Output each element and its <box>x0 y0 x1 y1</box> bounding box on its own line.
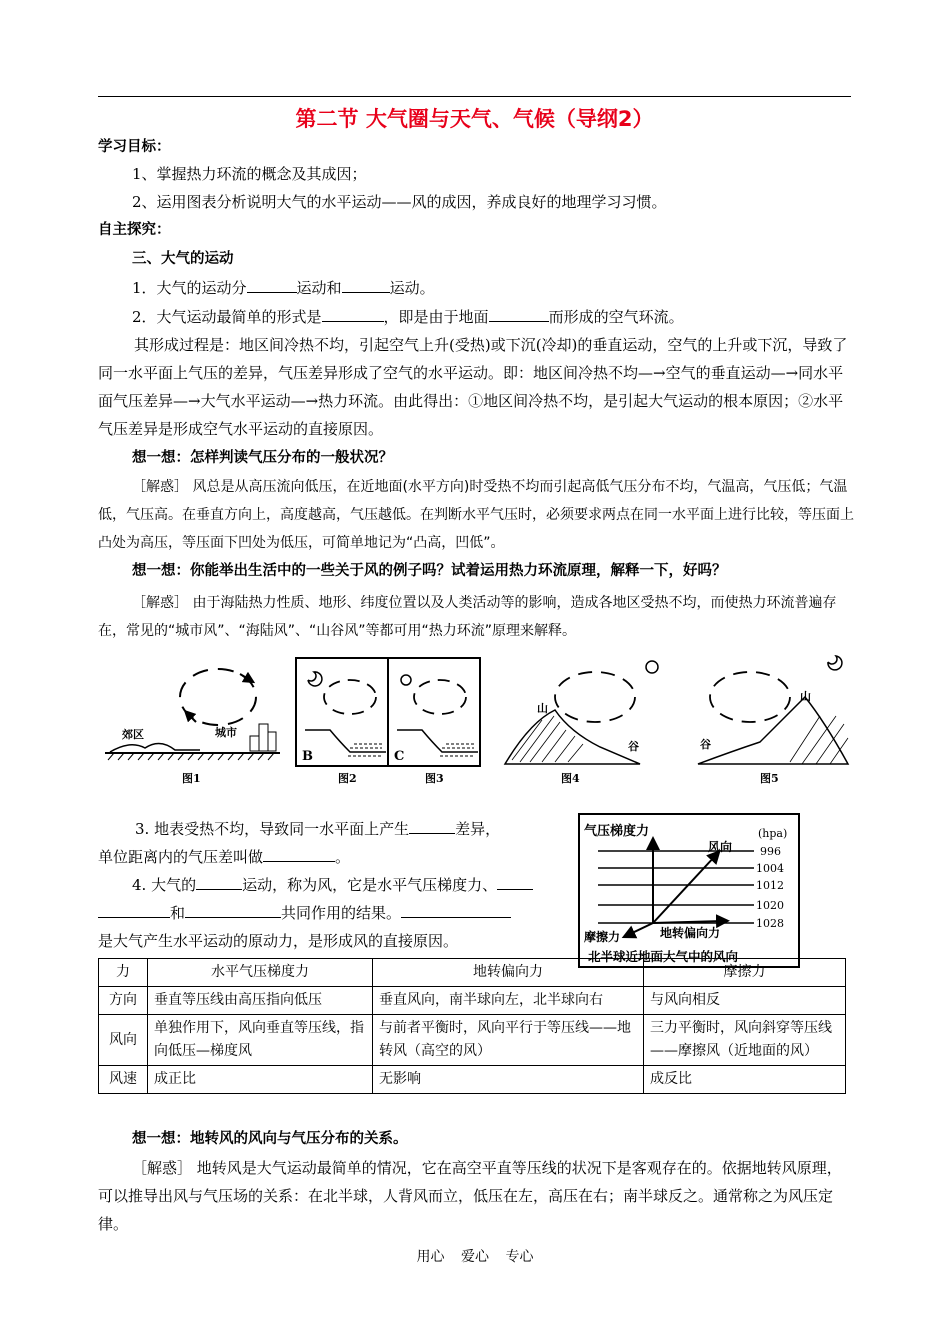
figure-1-urban-wind <box>105 669 280 785</box>
fig2-letter: B <box>302 749 313 764</box>
process-paragraph: 其形成过程是：地区间冷热不均，引起空气上升(受热)或下沉(冷却)的垂直运动，空气的上升或下沉，导致了同一水平面上气压的差异，气压差异形成了空气的水平运动。即：地区间冷热不均—→空气的垂直运动—→同水平面气压差异—→大气水平运动—→热力环流。由此得出：①地区间冷热不均，是引起大气运动的根本原因；②水平气压差异是形成空气水平运动的直接原因。 <box>98 336 848 438</box>
sun-icon <box>401 675 411 685</box>
isobar-label-1028: 1028 <box>756 917 784 930</box>
footer-word: 专心 <box>505 1249 534 1265</box>
q4-text-a: 4. 大气的 <box>132 876 197 894</box>
table-cell: 单独作用下，风向垂直等压线，指向低压—梯度风 <box>148 1015 373 1066</box>
table-cell: 与风向相反 <box>644 987 846 1015</box>
table-row-label: 风向 <box>99 1015 148 1066</box>
q4-blank-3[interactable] <box>98 902 170 918</box>
table-cell: 三力平衡时，风向斜穿等压线——摩擦风（近地面的风） <box>644 1015 846 1066</box>
wind-arrow <box>653 855 716 923</box>
table-row <box>99 987 846 1015</box>
fig3-loop <box>414 680 466 714</box>
question-1 <box>132 277 892 299</box>
fig2-caption: 图2 <box>338 772 357 785</box>
think3-text: 地转风是大气运动最简单的情况，它在高空平直等压线的状况下是客观存在的。依据地转风原理，可以推导出风与气压场的关系：在北半球，人背风而立，低压在左，高压在右；南半球反之。通常称之为风压定律。 <box>98 1159 842 1233</box>
table-cell: 垂直等压线由高压指向低压 <box>148 987 373 1015</box>
q1-blank-2[interactable] <box>342 277 390 293</box>
q3-blank-2[interactable] <box>263 846 335 862</box>
unit-label: (hpa) <box>758 827 788 840</box>
fig1-city-label: 城市 <box>215 726 237 739</box>
fig1-caption: 图1 <box>182 772 201 785</box>
q3-text-c: 单位距离内的气压差叫做 <box>98 848 264 866</box>
table-cell: 成正比 <box>148 1066 373 1094</box>
fig4-mountain-label: 山 <box>537 702 548 715</box>
think1-text: 风总是从高压流向低压，在近地面(水平方向)时受热不均而引起高低气压分布不均，气温高，气压低；气温低，气压高。在垂直方向上，高度越高，气压越低。在判断水平气压时，必须要求两点在同一水平面上进行比较，等压面上凸处为高压，等压面下凹处为低压，可简单地记为“凸高，凹低”。 <box>98 479 854 551</box>
chart-caption: 北半球近地面大气中的风向 <box>588 949 739 964</box>
think2-question: 想一想：你能举出生活中的一些关于风的例子吗？试着运用热力环流原理，解释一下，好吗？ <box>132 563 727 579</box>
q3-text-a: 3. 地表受热不均，导致同一水平面上产生 <box>135 820 410 838</box>
q1-text-a: 1．大气的运动分 <box>132 279 247 297</box>
fig3-caption: 图3 <box>425 772 444 785</box>
footer-word: 爱心 <box>461 1249 489 1265</box>
q2-text-b: ，即是由于地面 <box>383 308 489 326</box>
table-header: 力 <box>99 959 148 987</box>
thermal-circulation-figures <box>100 652 850 794</box>
q2-text-c: 而形成的空气环流。 <box>548 308 684 326</box>
figure-5-mountain-breeze <box>698 656 848 785</box>
table-cell: 与前者平衡时，风向平行于等压线——地转风（高空的风） <box>373 1015 644 1066</box>
fig1-building-1 <box>250 736 259 751</box>
think1-tag: ［解惑］ <box>132 479 188 495</box>
goal-item-1: 1、掌握热力环流的概念及其成因； <box>132 165 367 183</box>
think3-tag: ［解惑］ <box>132 1159 193 1177</box>
q2-text-a: 2．大气运动最简单的形式是 <box>132 308 322 326</box>
q3-text-d: 。 <box>335 848 351 866</box>
table-row-label: 方向 <box>99 987 148 1015</box>
think2-tag: ［解惑］ <box>132 595 188 611</box>
fig1-arrow-b <box>188 714 196 722</box>
q1-blank-1[interactable] <box>247 277 297 293</box>
table-cell: 垂直风向，南半球向左，北半球向右 <box>373 987 644 1015</box>
q1-text-c: 运动。 <box>389 279 435 297</box>
friction-arrow <box>628 923 653 935</box>
fig1-ground-hatch <box>108 753 274 760</box>
fig5-mountain-label: 山 <box>800 690 811 703</box>
think3-answer <box>98 1154 854 1238</box>
think2-answer <box>98 589 854 645</box>
q4-text-c: 和 <box>170 904 186 922</box>
fig3-letter: C <box>394 749 405 764</box>
fig3-sea <box>440 744 474 756</box>
wind-dir-label: 风向 <box>708 840 733 854</box>
page-footer <box>0 1246 950 1266</box>
page-title: 第二节 大气圈与天气、气候（导纲2） <box>295 107 654 131</box>
q1-text-b: 运动和 <box>296 279 342 297</box>
explore-heading: 自主探究： <box>98 222 171 238</box>
q4-text-b: 运动，称为风，它是水平气压梯度力、 <box>242 876 498 894</box>
q4-blank-2[interactable] <box>497 874 533 890</box>
q4-text-d: 共同作用的结果。 <box>281 904 402 922</box>
think3-question: 想一想：地转风的风向与气压分布的关系。 <box>132 1131 408 1147</box>
q4-blank-4[interactable] <box>185 902 281 918</box>
pgf-label: 气压梯度力 <box>584 824 650 839</box>
q3-text-b: 差异， <box>455 820 501 838</box>
think1-question: 想一想：怎样判读气压分布的一般状况？ <box>132 450 393 466</box>
fig1-arrow-a <box>240 674 250 680</box>
isobar-label-1020: 1020 <box>756 899 784 912</box>
think1-answer <box>98 473 854 557</box>
section-heading: 三、大气的运动 <box>132 251 234 267</box>
fig4-valley-label: 谷 <box>628 740 639 753</box>
top-rule <box>98 96 851 97</box>
isobar-label-996: 996 <box>760 845 781 858</box>
fig1-hills <box>110 743 200 752</box>
isobar-label-1004: 1004 <box>756 862 784 875</box>
table-header: 水平气压梯度力 <box>148 959 373 987</box>
q4-blank-5[interactable] <box>401 902 511 918</box>
fig5-moon-icon <box>828 656 842 670</box>
fig1-building-2 <box>259 724 268 751</box>
fig4-caption: 图4 <box>561 772 580 785</box>
table-cell: 成反比 <box>644 1066 846 1094</box>
table-header: 地转偏向力 <box>373 959 644 987</box>
figure-4-valley-breeze <box>505 661 658 785</box>
fig4-loop <box>555 672 635 722</box>
table-header-row <box>99 959 846 987</box>
isobar-label-1012: 1012 <box>756 879 784 892</box>
question-2 <box>132 306 892 328</box>
table-row-label: 风速 <box>99 1066 148 1094</box>
q3-blank-1[interactable] <box>409 818 455 834</box>
table-row <box>99 1015 846 1066</box>
q4-blank-1[interactable] <box>196 874 242 890</box>
goals-heading: 学习目标： <box>98 139 171 155</box>
fig2-sea <box>348 744 382 756</box>
fig2-loop <box>324 680 376 714</box>
fig1-suburb-label: 郊区 <box>122 728 144 741</box>
table-row <box>99 1066 846 1094</box>
coriolis-label: 地转偏向力 <box>660 926 721 940</box>
q2-blank-1[interactable] <box>322 306 384 322</box>
table-cell: 无影响 <box>373 1066 644 1094</box>
table-header: 摩擦力 <box>644 959 846 987</box>
fig1-building-3 <box>268 732 276 751</box>
fig5-valley-label: 谷 <box>700 738 711 751</box>
question-4-line3: 是大气产生水平运动的原动力，是形成风的直接原因。 <box>98 932 459 950</box>
think2-text: 由于海陆热力性质、地形、纬度位置以及人类活动等的影响，造成各地区受热不均，而使热力环流普遍存在，常见的“城市风”、“海陆风”、“山谷风”等都可用“热力环流”原理来解释。 <box>98 595 837 639</box>
footer-word: 用心 <box>416 1249 445 1265</box>
q2-blank-2[interactable] <box>489 306 549 322</box>
wind-force-diagram <box>578 813 800 968</box>
goal-item-2: 2、运用图表分析说明大气的水平运动——风的成因，养成良好的地理学习习惯。 <box>132 193 667 211</box>
fig3-shore <box>397 730 478 752</box>
figure-2-3-sea-land-breeze <box>296 658 480 785</box>
fig2-shore <box>305 730 386 752</box>
fig4-sun-icon <box>646 661 658 673</box>
fig5-loop <box>710 672 790 722</box>
forces-table <box>98 958 846 1094</box>
fig5-caption: 图5 <box>760 772 779 785</box>
moon-icon <box>308 672 322 686</box>
friction-label: 摩擦力 <box>584 930 621 944</box>
